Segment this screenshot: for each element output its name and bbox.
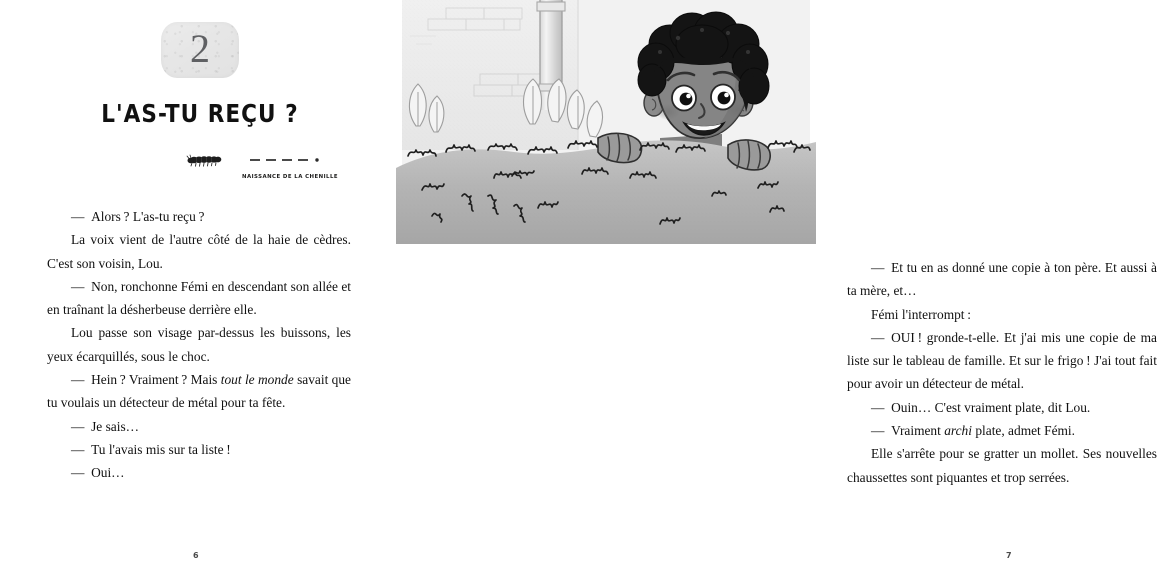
page-number-right: 7 (1006, 551, 1012, 560)
chapter-number-badge (161, 22, 239, 78)
page-number-left: 6 (193, 551, 199, 560)
paragraph: — Alors ? L'as-tu reçu ? (71, 209, 205, 224)
life-stage-caption: NAISSANCE DE LA CHENILLE (242, 174, 338, 180)
paragraph: — Non, ronchonne Fémi en descendant son allée et en traînant la désherbeuse derrière elle. (47, 278, 351, 318)
paragraph: Fémi l'interrompt : (871, 306, 971, 322)
paragraph: — Tu l'avais mis sur ta liste ! (71, 441, 231, 457)
paragraph: La voix vient de l'autre côté de la haie de cèdres. C'est son voisin, Lou. (47, 232, 351, 271)
chapter-header (0, 22, 400, 128)
life-stage-strip (0, 148, 400, 188)
right-page-body-text (847, 256, 1157, 489)
emphasis: archi (944, 423, 972, 439)
dashed-timeline-icon (248, 156, 330, 164)
right-page (400, 0, 1157, 588)
paragraph: — OUI ! gronde-t-elle. Et j'ai mis une copie de ma liste sur le tableau de famille. Et sur le frigo ! J'ai tout fait pour avoir un détecteur de métal. (847, 329, 1157, 392)
paragraph: — Hein ? Vraiment ? Mais tout le monde savait que tu voulais un détecteur de métal pour ta fête. (47, 372, 352, 411)
paragraph: — Oui… (71, 465, 125, 481)
left-page (0, 0, 400, 588)
boy-peeking-over-hedge-illustration (402, 0, 810, 238)
paragraph: Elle s'arrête pour se gratter un mollet. Ses nouvelles chaussettes sont piquantes et trop serrées. (847, 446, 1157, 485)
left-hand (598, 133, 641, 162)
paragraph: — Ouin… C'est vraiment plate, dit Lou. (871, 399, 1091, 415)
chapter-title: L'AS-TU REÇU ? (101, 99, 299, 128)
paragraph: — Je sais… (71, 418, 140, 434)
caterpillar-icon (186, 154, 224, 167)
chapter-number: 2 (190, 26, 210, 72)
emphasis: tout le monde (220, 372, 294, 388)
paragraph: Lou passe son visage par-dessus les buissons, les yeux écarquillés, sous le choc. (47, 325, 351, 364)
paragraph: — Et tu en as donné une copie à ton père. Et aussi à ta mère, et… (847, 260, 1157, 299)
left-page-body-text (47, 205, 351, 485)
paragraph: — Vraiment archi plate, admet Fémi. (871, 423, 1075, 439)
